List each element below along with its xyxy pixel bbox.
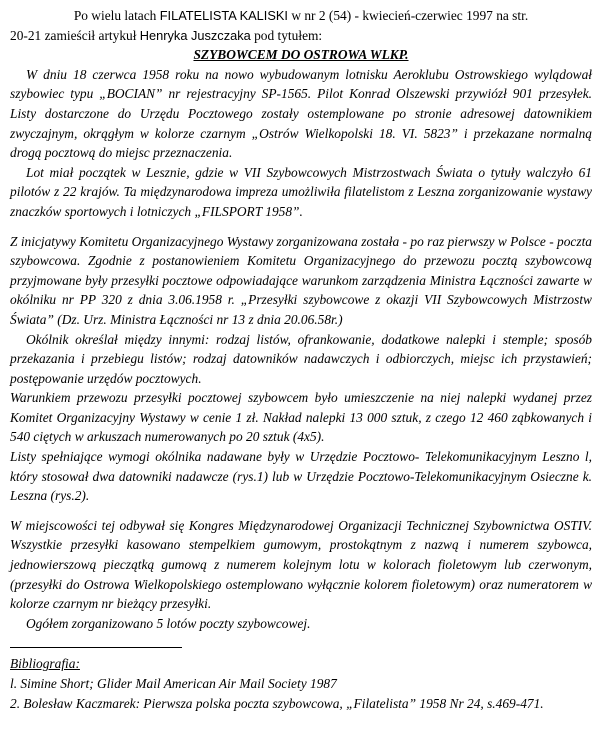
paragraph: W miejscowości tej odbywał się Kongres Międzynarodowej Organizacji Technicznej Szybownictwa OSTIV. Wszystkie przesyłki kasowano stempelkiem gumowym, prostokątnym z nazwą i numerem szybowca, jednowierszową pieczątką gumową z numerem kolejnym lotu w kolorach fioletowym lub czerwonym, (przesyłki do Ostrowa Wielkopolskiego ostemplowano wyłącznie kolorem fioletowym) oraz numeratorem w kolorze czarnym nr bieżący przesyłki. xyxy=(10,517,592,612)
header-line-2 xyxy=(10,26,592,46)
author-name: Henryka Juszczaka xyxy=(139,27,251,43)
bibliography-heading: Bibliografia: xyxy=(10,656,80,672)
article-title: SZYBOWCEM DO OSTROWA WLKP. xyxy=(193,47,409,63)
publication-title: FILATELISTA KALISKI xyxy=(159,8,288,23)
bibliography-item: l. Simine Short; Glider Mail American Air Mail Society 1987 xyxy=(10,676,337,691)
paragraph: Listy spełniające wymogi okólnika nadawane były w Urzędzie Pocztowo- Telekomunikacyjnym Leszno l, który stosował dwa datowniki nadawcze (rys.1) lub w Urzędzie Pocztowo-Telekomunikacyjnym Osieczne k. Leszna (rys.2). xyxy=(10,449,592,504)
paragraph: Z inicjatywy Komitetu Organizacyjnego Wystawy zorganizowana została - po raz pierwszy w Polsce - poczta szybowcowa. Zgodnie z postanowieniem Komitetu Organizacyjnego do przewozu pocztą szybowcową przyjmowane były przesyłki pocztowe odpowiadające warunkom zarządzenia Ministra Łączności zawarte w okólniku nr PP 320 z dnia 3.06.1958 r. „Przesyłki szybowcowe z okazji VII Szybowcowych Mistrzostw Świata” (Dz. Urz. Ministra Łączności nr 13 z dnia 20.06.58r.) xyxy=(10,233,592,327)
paragraph: W dniu 18 czerwca 1958 roku na nowo wybudowanym lotnisku Aeroklubu Ostrowskiego wylądował szybowiec typu „BOCIAN” nr rejestracyjny SP-1565. Pilot Konrad Olszewski przywiózł 901 przesyłek. Listy dostarczone do Urzędu Pocztowego zostały ostemplowane po stronie adresowej datownikiem zwyczajnym, okrągłym w kolorze czarnym „Ostrów Wielkopolski 18. VI. 5823” i przekazane normalną drogą pocztową do miejsc przeznaczenia. xyxy=(10,66,592,161)
divider xyxy=(10,647,182,648)
header-text: pod tytułem: xyxy=(250,27,323,43)
header-line-1 xyxy=(10,6,592,26)
spacer xyxy=(10,506,592,516)
header-text: Po wielu latach xyxy=(73,8,160,23)
header-text: 20-21 zamieścił artykuł xyxy=(10,27,140,43)
paragraph: Warunkiem przewozu przesyłki pocztowej szybowcem było umieszczenie na niej nalepki wydanej przez Komitet Organizacyjny Wystawy w cenie 1 zł. Nakład nalepki 13 000 sztuk, z czego 12 460 ząbkowanych i 540 ciętych w arkuszach numerowanych po 20 sztuk (4x5). xyxy=(10,390,592,445)
spacer xyxy=(10,222,592,232)
paragraph: Ogółem zorganizowano 5 lotów poczty szybowcowej. xyxy=(26,615,311,631)
paragraph: Okólnik określał między innymi: rodzaj listów, ofrankowanie, dodatkowe nalepki i stemple; sposób przekazania i przebiegu listów; rodzaj datowników nadawczych i odbiorczych, miejsc ich przystawień; postępowanie urzędów pocztowych. xyxy=(10,331,592,386)
bibliography-item: 2. Bolesław Kaczmarek: Pierwsza polska poczta szybowcowa, „Filatelista” 1958 Nr 24, s.469-471. xyxy=(10,695,544,711)
paragraph: Lot miał początek w Lesznie, gdzie w VII Szybowcowych Mistrzostwach Świata o tytuły walczyło 61 pilotów z 22 krajów. Ta międzynarodowa impreza umożliwiła filatelistom z Leszna zorganizowanie wystawy znaczków sportowych i lotniczych „FILSPORT 1958”. xyxy=(10,164,592,219)
article-header xyxy=(10,6,592,45)
header-text: w nr 2 (54) - kwiecień-czerwiec 1997 na str. xyxy=(287,8,529,23)
